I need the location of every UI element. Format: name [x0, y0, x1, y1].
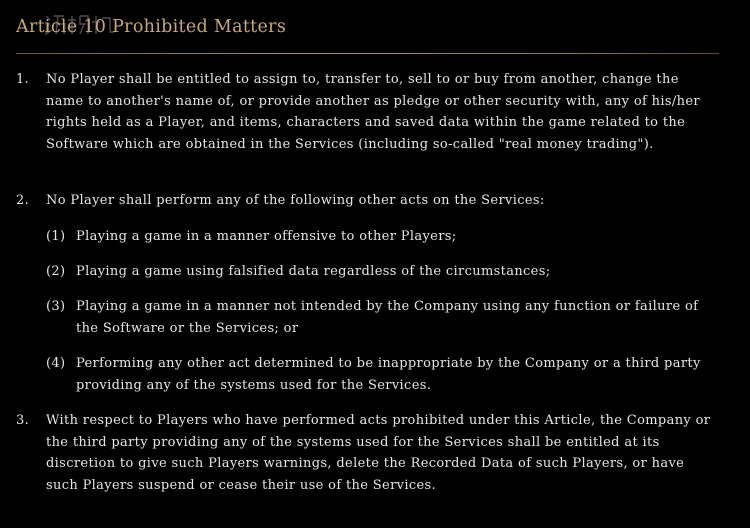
sub-item-text: Playing a game in a manner offensive to other Players;: [76, 229, 457, 244]
article-title: Article 10 Prohibited Matters: [16, 17, 287, 37]
title-divider: [16, 53, 719, 54]
sub-item-text: Playing a game using falsified data regardless of the circumstances;: [76, 264, 551, 279]
sub-item-number: (3): [46, 299, 66, 314]
list-item-number: 2.: [16, 193, 30, 208]
sub-item-text: Playing a game in a manner not intended by the Company using any function or failure of the Software or the Services; or: [76, 299, 699, 336]
list-item-text: No Player shall perform any of the following other acts on the Services:: [46, 193, 545, 208]
sub-item-number: (2): [46, 264, 66, 279]
sub-item-number: (1): [46, 229, 66, 244]
list-item-number: 3.: [16, 413, 30, 428]
list-item-text: With respect to Players who have performed acts prohibited under this Article, the Company or the third party providing any of the systems used for the Services shall be entitled at its discretion to give such Players warnings, delete the Recorded Data of such Players, or have such Players suspend or cease their use of the Services.: [46, 413, 711, 493]
list-item-number: 1.: [16, 72, 30, 87]
sub-item-number: (4): [46, 356, 66, 371]
sub-item-text: Performing any other act determined to be inappropriate by the Company or a third party providing any of the systems used for the Services.: [76, 356, 701, 393]
list-item-text: No Player shall be entitled to assign to, transfer to, sell to or buy from another, change the name to another's name of, or provide another as pledge or other security with, any of his/her rights held as a Player, and items, characters and saved data within the game related to the Software which are obtained in the Services (including so-called "real money trading").: [46, 72, 700, 152]
